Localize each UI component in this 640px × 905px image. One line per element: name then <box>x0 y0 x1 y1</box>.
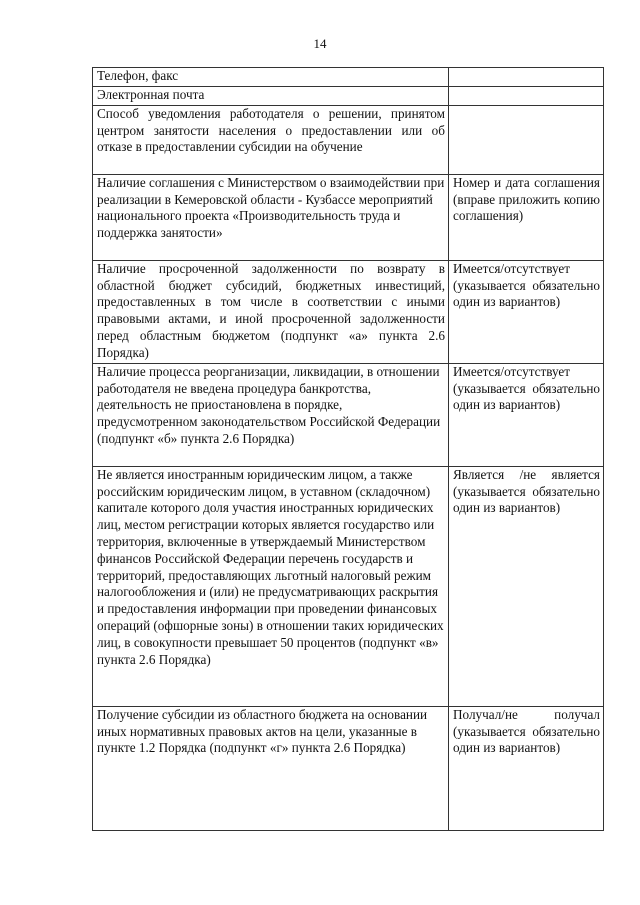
row-label-email: Электронная почта <box>93 87 449 106</box>
table-row-notification-method <box>93 105 604 174</box>
page-number: 14 <box>313 36 327 51</box>
row-value-foreign-entity: Является /не является (указывается обязательно один из вариантов) <box>449 466 604 706</box>
row-value-phone-fax <box>449 68 604 87</box>
row-label-phone-fax: Телефон, факс <box>93 68 449 87</box>
row-label-reorganization: Наличие процесса реорганизации, ликвидации, в отношении работодателя не введена процедура банкротства, деятельность не приостановлена в порядке, предусмотренном законодательством Российской Федерации (подпункт «б» пункта 2.6 Порядка) <box>93 363 449 466</box>
table-row-email <box>93 87 604 106</box>
table-row-reorganization <box>93 363 604 466</box>
table-row-phone-fax <box>93 68 604 87</box>
row-value-ministry-agreement: Номер и дата соглашения (вправе приложить копию соглашения) <box>449 174 604 260</box>
table-row-overdue-debt <box>93 260 604 363</box>
row-label-ministry-agreement: Наличие соглашения с Министерством о взаимодействии при реализации в Кемеровской области - Кузбассе мероприятий национального проекта «Производительность труда и поддержка занятости» <box>93 174 449 260</box>
table-row-foreign-entity <box>93 466 604 706</box>
row-value-overdue-debt: Имеется/отсутствует (указывается обязательно один из вариантов) <box>449 260 604 363</box>
application-form-table <box>92 67 604 831</box>
row-value-reorganization: Имеется/отсутствует (указывается обязательно один из вариантов) <box>449 363 604 466</box>
row-value-email <box>449 87 604 106</box>
row-label-foreign-entity: Не является иностранным юридическим лицом, а также российским юридическим лицом, в уставном (складочном) капитале которого доля участия иностранных юридических лиц, местом регистрации которых является государство или территория, включенные в утверждаемый Министерством финансов Российской Федерации перечень государств и территорий, предоставляющих льготный налоговый режим налогообложения и (или) не предусматривающих раскрытия и предоставления информации при проведении финансовых операций (офшорные зоны) в отношении таких юридических лиц, в совокупности превышает 50 процентов (подпункт «в» пункта 2.6 Порядка) <box>93 466 449 706</box>
table-row-other-subsidy <box>93 706 604 830</box>
row-value-notification-method <box>449 105 604 174</box>
row-value-other-subsidy: Получал/не получал (указывается обязательно один из вариантов) <box>449 706 604 830</box>
row-label-notification-method: Способ уведомления работодателя о решении, принятом центром занятости населения о предоставлении или об отказе в предоставлении субсидии на обучение <box>93 105 449 174</box>
table-row-ministry-agreement <box>93 174 604 260</box>
row-label-other-subsidy: Получение субсидии из областного бюджета на основании иных нормативных правовых актов на цели, указанные в пункте 1.2 Порядка (подпункт «г» пункта 2.6 Порядка) <box>93 706 449 830</box>
row-label-overdue-debt: Наличие просроченной задолженности по возврату в областной бюджет субсидий, бюджетных инвестиций, предоставленных в том числе в соответствии с иными правовыми актами, и иной просроченной задолженности перед областным бюджетом (подпункт «а» пункта 2.6 Порядка) <box>93 260 449 363</box>
